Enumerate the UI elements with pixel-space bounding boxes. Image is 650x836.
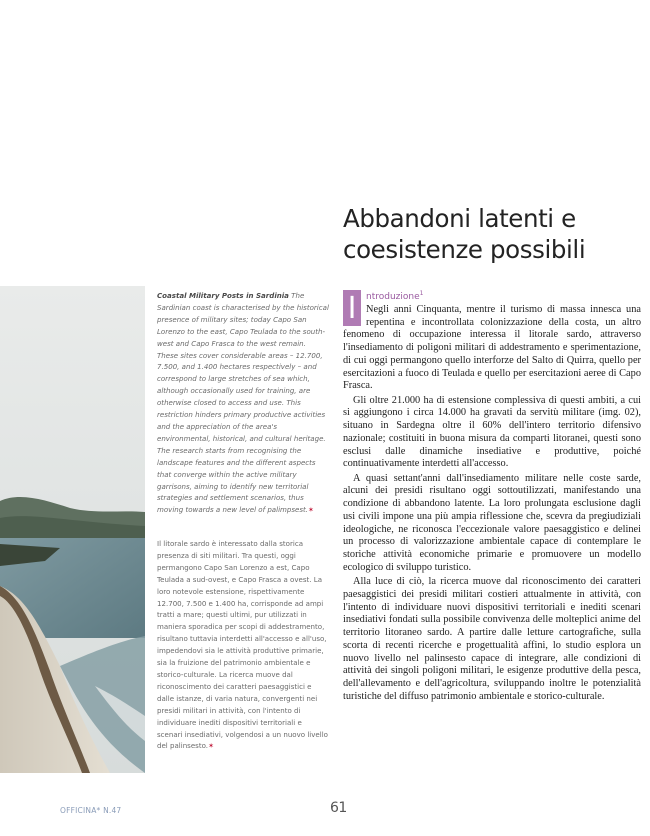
body-paragraph-3: A quasi settant'anni dall'insediamento militare nelle coste sarde, alcuni dei presidi risultano oggi sottoutilizzati, manifestando una condizione di abbandono latente. La loro prolungata esclusione dagli usi civili impone una più ampia riflessione che, scevra da pregiudiziali ideologiche, ne riconosca l'eccezionale valore paesaggistico e delinei un processo di valorizzazione ambientale capace di contemplare le storiche attività economiche primarie e promuovere un modello ecologico di sviluppo turistico. — [343, 472, 641, 573]
journal-issue: OFFICINA* N.47 — [60, 806, 122, 815]
section-label-text: ntroduzione — [366, 292, 420, 302]
end-mark-icon: ✶ — [308, 505, 314, 515]
footnote-ref: 1 — [419, 290, 424, 297]
end-mark-icon: ✶ — [208, 741, 214, 751]
italian-abstract — [157, 538, 329, 752]
english-abstract — [157, 290, 329, 516]
paragraph-1-text: Negli anni Cinquanta, mentre il turismo di massa innesca una repentina e incontrollata colonizzazione della costa, un altro fenomeno di occupazione interessa il litorale sardo, attraverso l'insediamento di poligoni militari di addestramento e sperimentazione, di cui oggi permangono quello interforze del Salto di Quirra, quello per esercitazioni a fuoco di Teulada e quello per esercitazioni aeree di Capo Frasca. — [343, 303, 641, 392]
body-paragraph-4: Alla luce di ciò, la ricerca muove dal riconoscimento dei caratteri paesaggistici dei presidi militari costieri attualmente in attività, con l'intento di individuare nuovi dispositivi territoriali e inediti scenari insediativi fondati sulla possibile convivenza delle molteplici anime del territorio litoraneo sardo. A partire dalle letture cartografiche, sulla scorta di recenti ricerche e progettualità affini, lo studio esplora un nuovo livello nel palinsesto capace di integrare, alle condizioni di attività dei singoli poligoni militari, le esigenze produttive della pesca, dell'allevamento e dell'agricoltura, sviluppando inoltre le potenzialità turistiche del diffuso patrimonio ambientale e storico-culturale. — [343, 576, 641, 702]
body-paragraph-2: Gli oltre 21.000 ha di estensione complessiva di questi ambiti, a cui si aggiungono i circa 14.000 ha gravati da servitù militare (img. 02), situano in Sardegna oltre il 60% dell'intero territorio difensivo nazionale; costituiti in buona misura da comparti litoranei, questi sono esclusi dalle dinamiche insediative e produttive, poiché continuativamente interdetti all'accesso. — [343, 394, 641, 470]
body-paragraph-1 — [343, 288, 641, 393]
drop-cap: I — [343, 290, 361, 326]
abstract-text: The Sardinian coast is characterised by the historical presence of military sites; today Capo San Lorenzo to the east, Capo Teulada to the south-west and Capo Frasca to the west remain. These sites cover considerable areas – 12.700, 7.500, and 1.400 hectares respectively – and correspond to large stretches of sea which, although occasionally used for training, are otherwise closed to access and use. This restriction hinders primary productive activities and the appreciation of the area's environmental, historical, and cultural heritage. The research starts from recognising the landscape features and the different aspects that converge within the active military garrisons, aiming to identify new territorial strategies and settlement scenarios, thus moving towards a new level of palimpsest. — [157, 291, 329, 515]
italian-abstract-text: Il litorale sardo è interessato dalla storica presenza di siti militari. Tra questi, oggi permangono Capo San Lorenzo a est, Capo Teulada a sud-ovest, e Capo Frasca a ovest. La loro notevole estensione, rispettivamente 12.700, 7.500 e 1.400 ha, corrisponde ad ampi tratti a mare; questi ultimi, pur utilizzati in maniera sporadica per scopi di addestramento, risultano tuttavia interdetti all'accesso e all'uso, impedendovi sia le attività produttive primarie, sia la fruizione del patrimonio ambientale e storico-culturale. La ricerca muove dal riconoscimento dei caratteri paesaggistici e dalle istanze, di varia natura, convergenti nei presidi militari in attività, con l'intento di individuare inediti dispositivi territoriali e scenari insediativi, volgendosi a un nuovo livello del palinsesto. — [157, 539, 328, 751]
title-line-1: Abbandoni latenti e — [343, 204, 576, 233]
title-line-2: coesistenze possibili — [343, 235, 586, 264]
abstract-heading: Coastal Military Posts in Sardinia — [157, 291, 289, 300]
coastal-photo — [0, 286, 145, 773]
body-column — [343, 288, 641, 704]
section-label — [366, 292, 423, 302]
page-number: 61 — [330, 800, 347, 816]
article-title — [343, 203, 643, 265]
